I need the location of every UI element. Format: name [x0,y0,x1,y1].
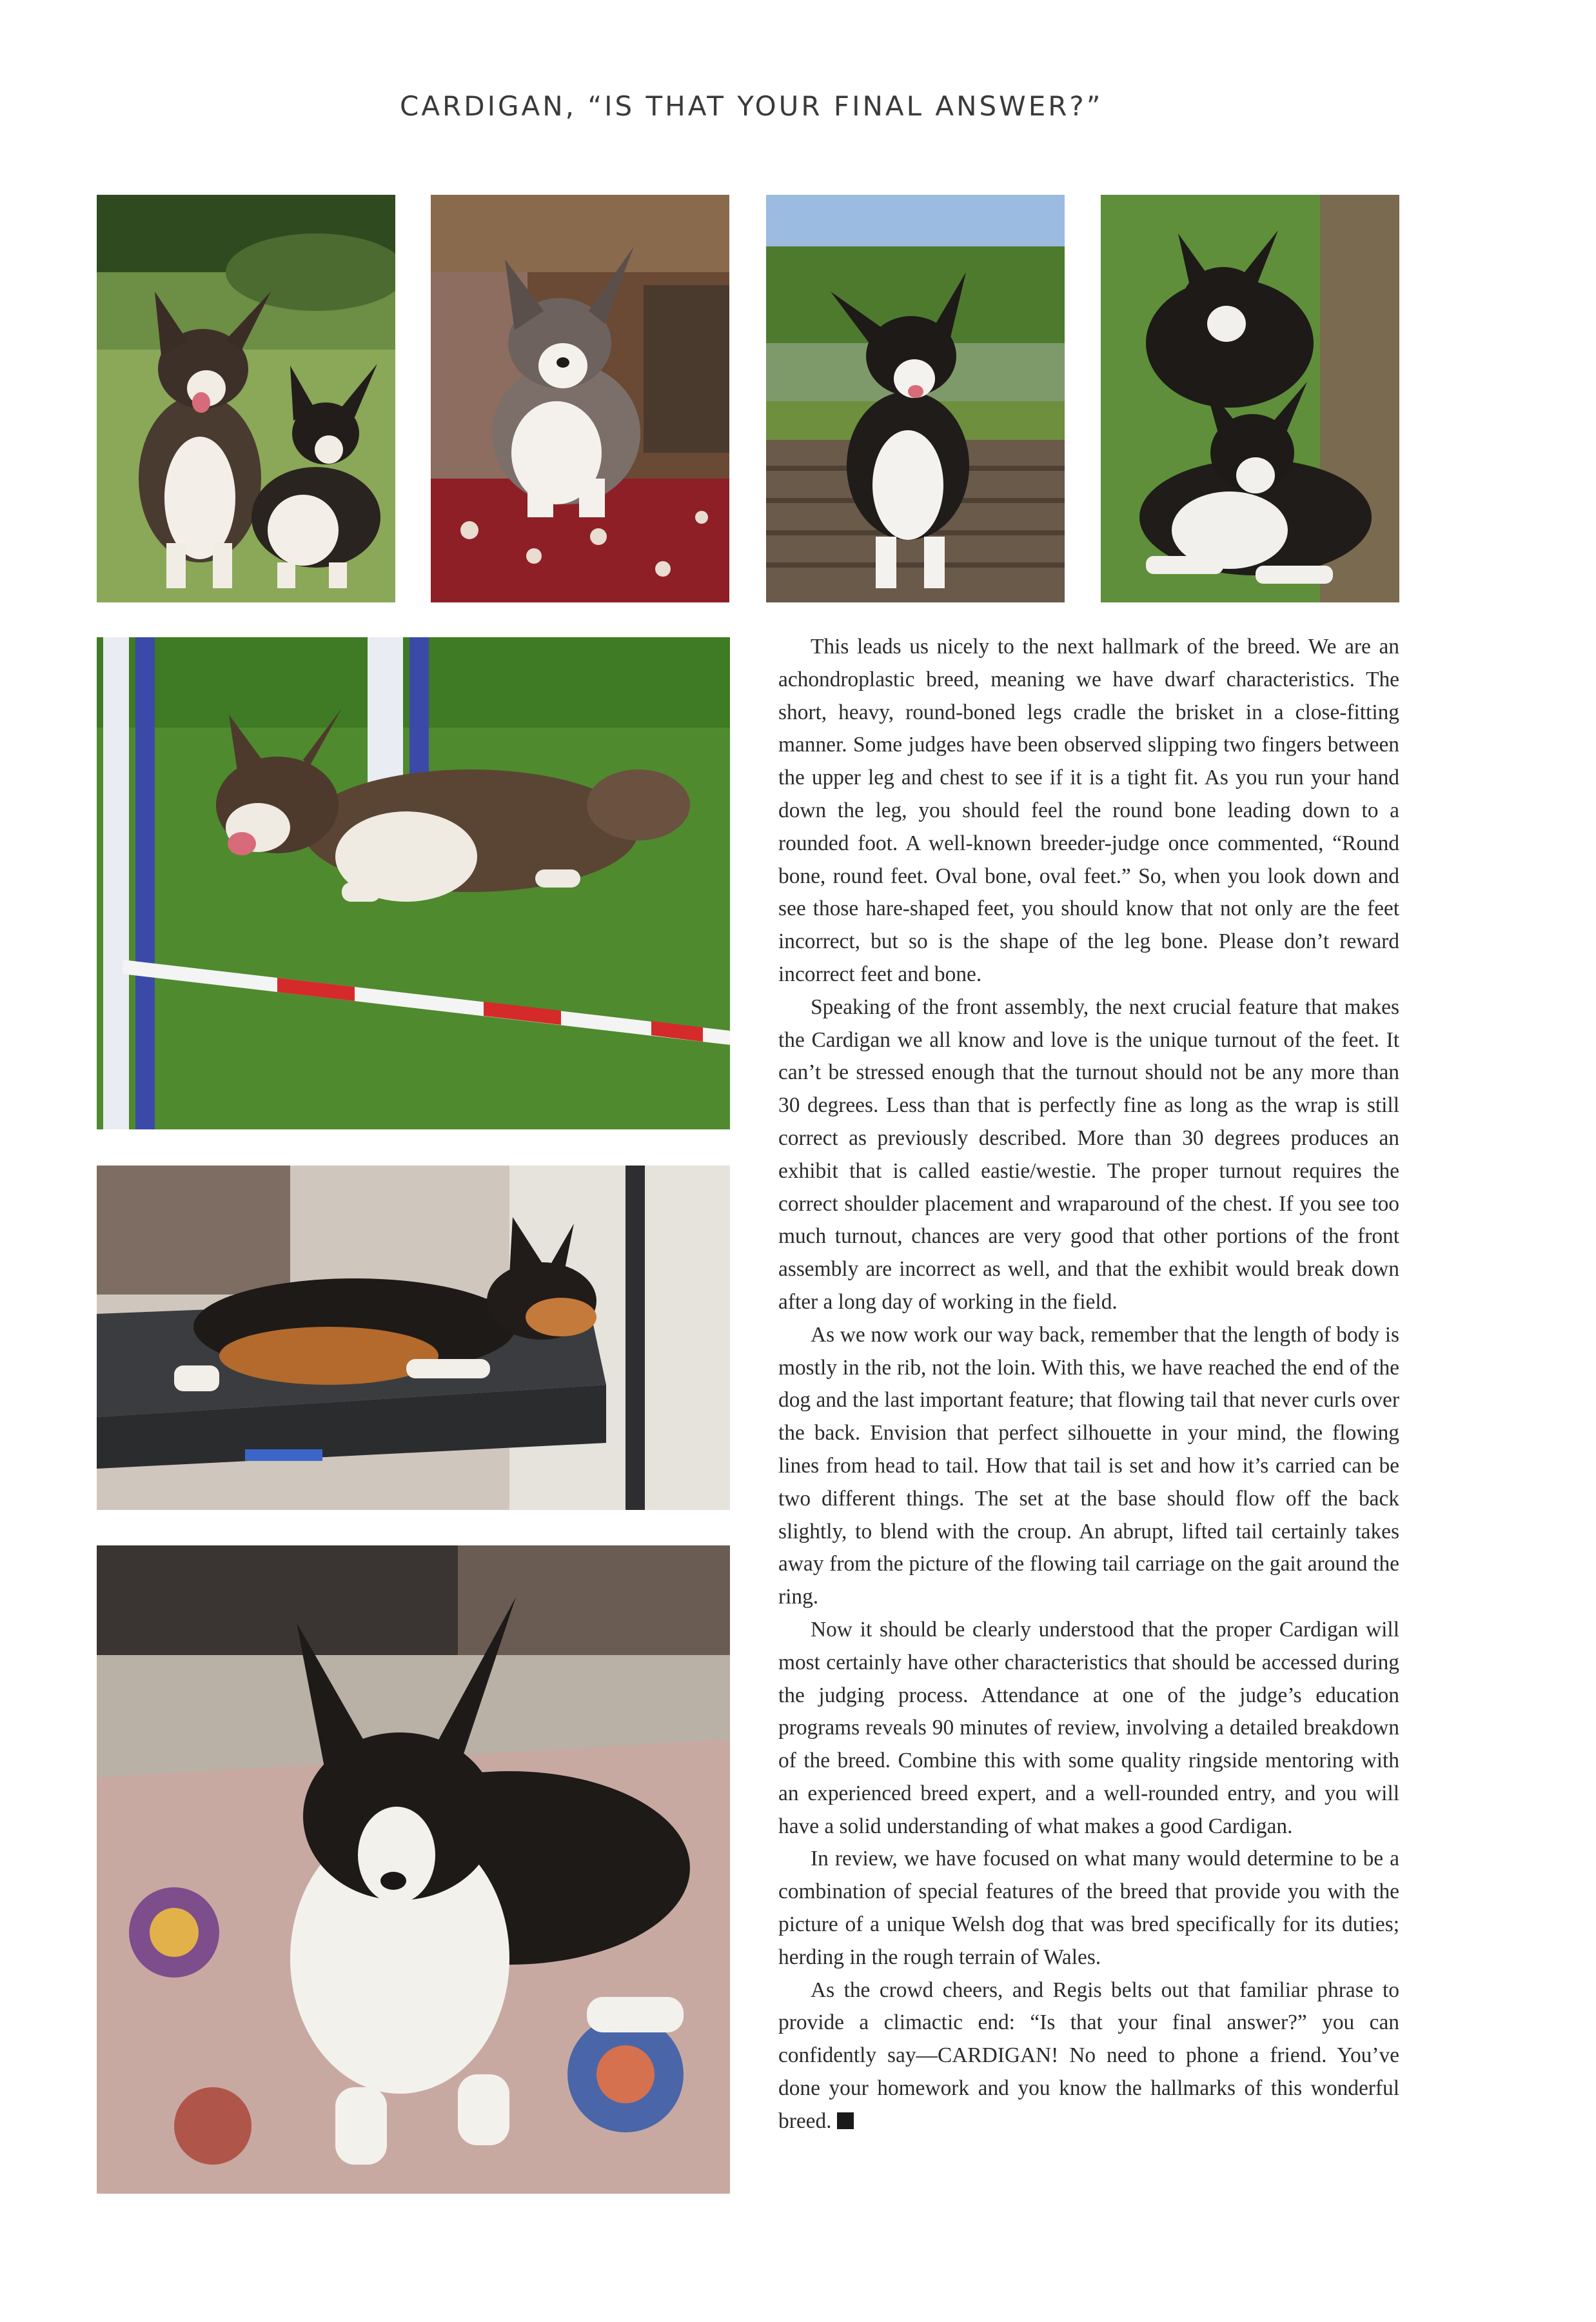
article-paragraph-text: As the crowd cheers, and Regis belts out that familiar phrase to provide a climactic end: “Is that your final answer?” you can confidently say—CARDIGAN! No need to phone a friend. You’ve done your homework and you know the hallmarks of this wonderful breed. [778,1978,1399,2133]
photo-corgi-on-rug [97,1545,730,2194]
corgi-photo-image [766,195,1065,602]
corgi-photo-image [97,637,730,1129]
photo-merle-on-blanket [431,195,729,602]
photo-corgi-on-bench [766,195,1065,602]
corgi-photo-image [431,195,729,602]
corgi-photo-image [97,195,395,602]
article-paragraph: As we now work our way back, remember that the length of body is mostly in the rib, not the loin. With this, we have reached the end of the dog and the last important feature; that flowing tail that never curls over the back. Envision that perfect silhouette in your mind, the flowing lines from head to tail. How that tail is set and how it’s carried can be two different things. The set at the base should flow off the back slightly, to blend with the croup. An abrupt, lifted tail certainly takes away from the picture of the flowing tail carriage on the gait around the ring. [778,1322,1399,1609]
photo-corgi-agility-jump [97,637,730,1129]
article-paragraph: Now it should be clearly understood that the proper Cardigan will most certainly have other characteristics that should be accessed during the judging process. Attendance at one of the judge’s education programs reveals 90 minutes of review, involving a detailed breakdown of the breed. Combine this with some quality ringside mentoring with an experienced breed expert, and a well-rounded entry, and you will have a solid understanding of what makes a good Cardigan. [778,1617,1399,1838]
corgi-photo-image [97,1166,730,1510]
article-body [778,631,1399,2138]
article-paragraph: Speaking of the front assembly, the next crucial feature that makes the Cardigan we all know and love is the unique turnout of the feet. It can’t be stressed enough that the turnout should not be any more than 30 degrees. Less than that is perfectly fine as long as the wrap is still correct as previously described. More than 30 degrees produces an exhibit that is called eastie/westie. The proper turnout requires the correct shoulder placement and wraparound of the chest. If you see too much turnout, chances are very good that other portions of the front assembly are incorrect as well, and that the exhibit would break down after a long day of working in the field. [778,995,1399,1314]
photo-corgi-on-treadmill [97,1166,730,1510]
photo-two-corgis-lying [1101,195,1399,602]
article-paragraph-final [778,1974,1399,2138]
article-paragraph: This leads us nicely to the next hallmark of the breed. We are an achondroplastic breed, meaning we have dwarf characteristics. The short, heavy, round-boned legs cradle the brisket in a close-fitting manner. Some judges have been observed slipping two fingers between the upper leg and chest to see if it is a tight fit. As you run your hand down the leg, you should feel the round bone leading down to a rounded foot. A well-known breeder-judge once commented, “Round bone, round feet. Oval bone, oval feet.” So, when you look down and see those hare-shaped feet, you should know that not only are the feet incorrect, but so is the shape of the leg bone. Please don’t reward incorrect feet and bone. [778,635,1399,986]
corgi-photo-image [97,1545,730,2194]
end-of-article-mark [837,2112,854,2129]
corgi-photo-image [1101,195,1399,602]
photo-two-brindle-corgis [97,195,395,602]
page-title: CARDIGAN, “IS THAT YOUR FINAL ANSWER?” [400,90,1103,122]
article-paragraph: In review, we have focused on what many would determine to be a combination of special features of the breed that provide you with the picture of a unique Welsh dog that was bred specifically for its duties; herding in the rough terrain of Wales. [778,1847,1399,1969]
